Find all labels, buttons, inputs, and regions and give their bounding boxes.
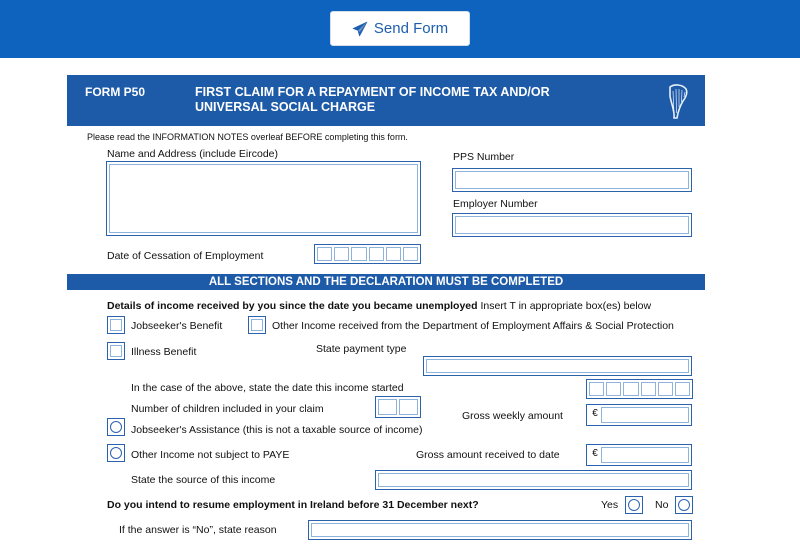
- other-income-dept-label: Other Income received from the Department of Employment Affairs & Social Protection: [272, 320, 674, 332]
- send-form-button[interactable]: [330, 11, 470, 46]
- paper-plane-icon: [352, 21, 368, 37]
- income-details-bold: Details of income received by you since the date you became unemployed: [107, 300, 478, 312]
- gross-weekly-label: Gross weekly amount: [462, 410, 563, 422]
- form-header: [67, 75, 705, 126]
- income-details-instruction: Insert T in appropriate box(es) below: [480, 300, 652, 312]
- income-start-date-field[interactable]: [586, 379, 693, 399]
- gross-weekly-field[interactable]: [586, 404, 692, 426]
- form-code: FORM P50: [85, 85, 146, 99]
- euro-symbol: €: [592, 408, 598, 419]
- resume-employment-question: Do you intend to resume employment in Ireland before 31 December next?: [107, 499, 479, 511]
- gross-to-date-label: Gross amount received to date: [416, 449, 560, 461]
- other-not-paye-label: Other Income not subject to PAYE: [131, 449, 290, 461]
- state-payment-type-field[interactable]: [423, 356, 692, 376]
- income-details-heading: [107, 300, 651, 312]
- children-label: Number of children included in your claim: [131, 403, 324, 415]
- harp-icon: [665, 83, 691, 121]
- income-started-label: In the case of the above, state the date this income started: [131, 382, 404, 394]
- euro-symbol: €: [592, 448, 598, 459]
- pps-number-label: PPS Number: [453, 151, 515, 163]
- jobseekers-benefit-checkbox[interactable]: [107, 316, 125, 334]
- form-title: FIRST CLAIM FOR A REPAYMENT OF INCOME TAX AND/OR UNIVERSAL SOCIAL CHARGE: [195, 85, 550, 114]
- income-source-label: State the source of this income: [131, 474, 276, 486]
- form-page: [0, 58, 800, 544]
- employer-number-label: Employer Number: [453, 198, 538, 210]
- reason-field[interactable]: [308, 520, 692, 540]
- children-count-field[interactable]: [375, 396, 421, 418]
- send-form-label: Send Form: [373, 20, 449, 37]
- illness-benefit-checkbox[interactable]: [107, 342, 125, 360]
- jobseekers-assistance-radio[interactable]: [107, 418, 125, 436]
- section-heading: ALL SECTIONS AND THE DECLARATION MUST BE COMPLETED: [67, 274, 705, 290]
- name-address-field[interactable]: [106, 161, 421, 236]
- jobseekers-benefit-label: Jobseeker's Benefit: [131, 320, 223, 332]
- resume-yes-radio[interactable]: [625, 496, 643, 514]
- cessation-date-label: Date of Cessation of Employment: [107, 250, 264, 262]
- other-not-paye-radio[interactable]: [107, 444, 125, 462]
- name-address-label: Name and Address (include Eircode): [107, 148, 279, 160]
- jobseekers-assistance-label: Jobseeker's Assistance (this is not a taxable source of income): [131, 424, 423, 436]
- reason-label: If the answer is “No”, state reason: [119, 524, 277, 536]
- gross-to-date-field[interactable]: [586, 444, 692, 466]
- employer-number-field[interactable]: [452, 213, 692, 237]
- income-source-field[interactable]: [375, 470, 692, 490]
- other-income-dept-checkbox[interactable]: [248, 316, 266, 334]
- cessation-date-field[interactable]: [314, 244, 421, 264]
- no-label: No: [655, 499, 669, 511]
- resume-no-radio[interactable]: [675, 496, 693, 514]
- instructions-notice: Please read the INFORMATION NOTES overleaf BEFORE completing this form.: [87, 132, 408, 142]
- top-toolbar: [0, 0, 800, 58]
- illness-benefit-label: Illness Benefit: [131, 346, 197, 358]
- yes-label: Yes: [601, 499, 619, 511]
- pps-number-field[interactable]: [452, 168, 692, 192]
- state-payment-type-label: State payment type: [316, 343, 407, 355]
